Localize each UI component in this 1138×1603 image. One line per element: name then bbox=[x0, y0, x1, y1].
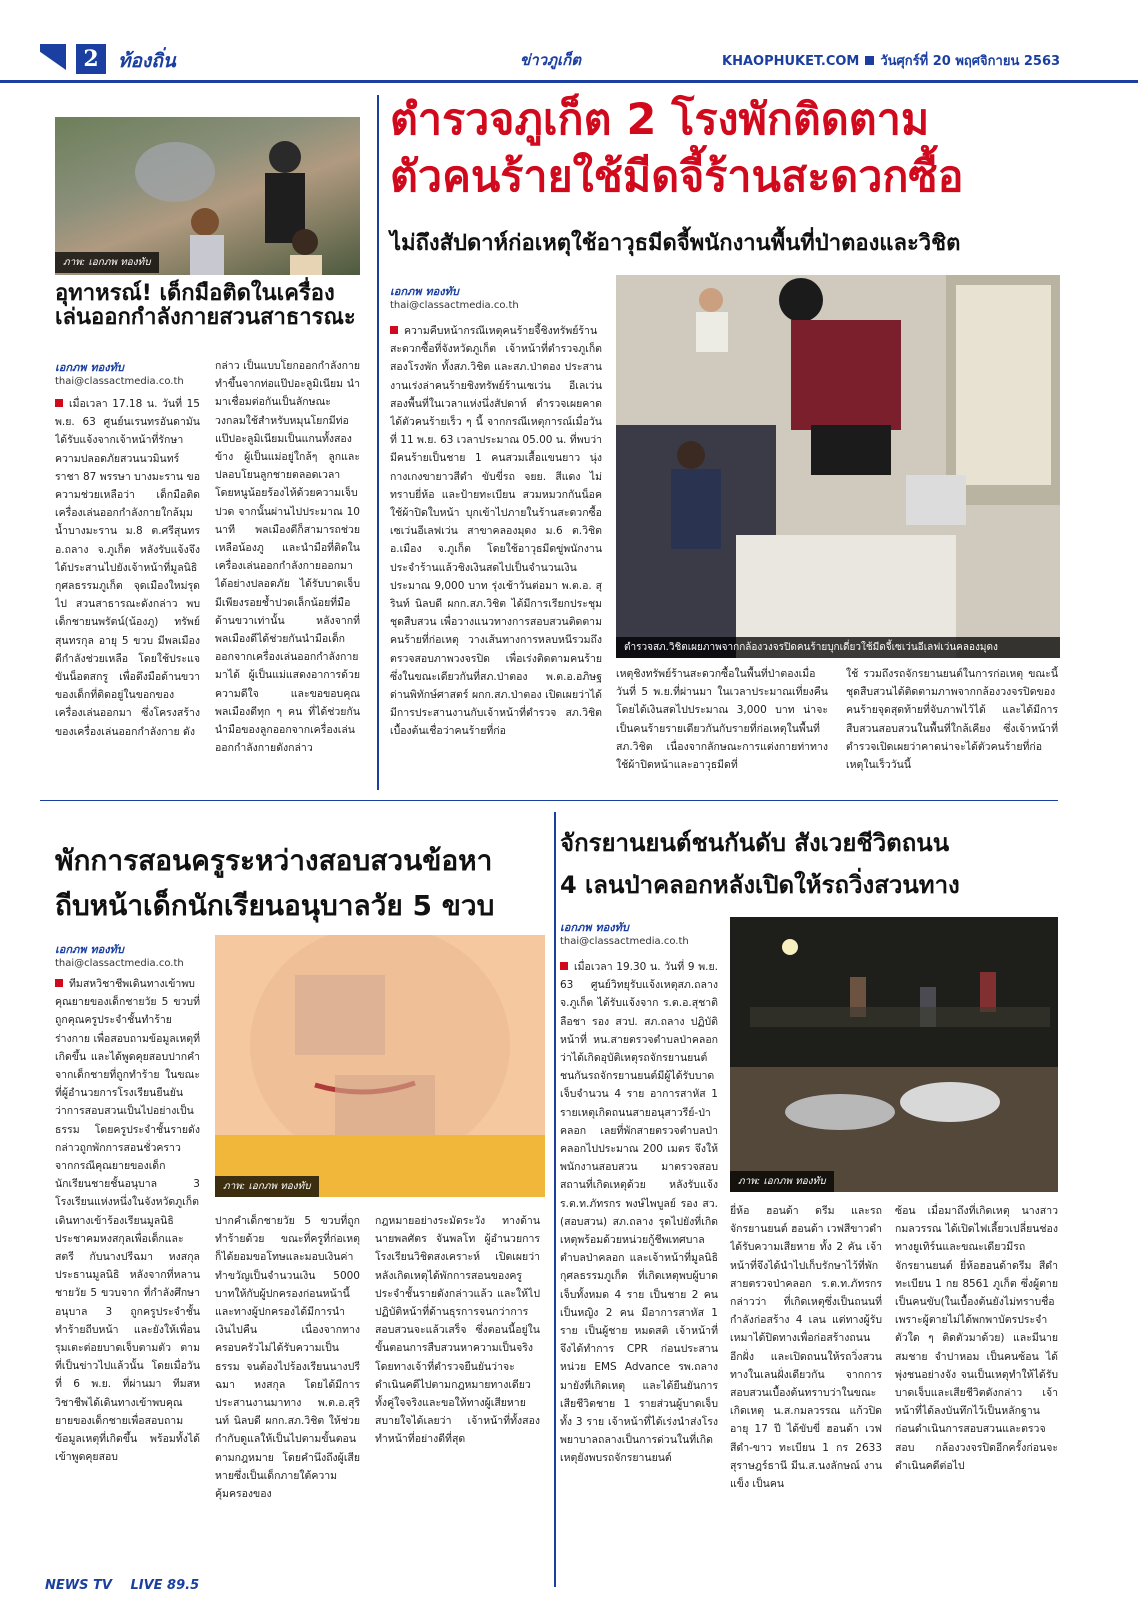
bullet-icon bbox=[55, 399, 63, 407]
headline-line-1: พักการสอนครูระหว่างสอบสวนข้อหา bbox=[55, 844, 493, 877]
story-left-headline bbox=[55, 282, 365, 330]
square-icon bbox=[865, 56, 874, 65]
headline-line-2: ตัวคนร้ายใช้มีดจี้ร้านสะดวกซื้อ bbox=[390, 152, 964, 202]
live-radio-logo: LIVE 89.5 bbox=[130, 1578, 200, 1593]
story-text: เมื่อเวลา 17.18 น. วันที่ 15 พ.ย. 63 ศูนย์นเรนทรอันดามันได้รับแจ้งจากเจ้าหน้าที่รักษาความปลอดภัยสวนนวมินทร์ราชา 87 พรรษา บางมะราน ขอความช่วยเหลือว่า เด็กมือติดเครื่องเล่นออกกำลังกายใกล้มุมน้ำบางมะราน ม.8 ต.ศรีสุนทร อ.ถลาง จ.ภูเก็ต หลังรับแจ้งจึงได้ประสานไปยังเจ้าหน้าที่มูลนิธิกุศลธรรมภูเก็ต จุดเมืองใหม่รุดไป สวนสาธารณะดังกล่าว พบเด็กชายนพรัตน์(น้องภู) ทรัพย์สุนทรกุล อายุ 5 ขวบ มีพลเมืองดีกำลังช่วยเหลือ โดยใช้ประแจ ขันน็อตสกรู เพื่อดึงมือด้านขวาของเด็กที่ติดอยู่ในขอกของเครื่องเล่นออกมา ซึ่งโครงสร้างของเครื่องเล่นออกกำลังกาย ดัง bbox=[55, 398, 200, 738]
bottom-left-headline bbox=[55, 838, 545, 928]
bottom-left-col-1 bbox=[55, 975, 200, 1585]
main-col-3: ใช้ รวมถึงรถจักรยานยนต์ในการก่อเหตุ ขณะนี้ชุดสืบสวนได้ติดตามภาพจากกล้องวงจรปิดของคนร้ายจุดสุดท้ายที่จับภาพไว้ได้ และได้มีการสืบสวนสอบสวนในพื้นที่ใกล้เคียง ซึ่งเจ้าหน้าที่ตำรวจเปิดเผยว่าคาดน่าจะได้ตัวคนร้ายที่ก่อเหตุในเร็ววันนี้ bbox=[846, 668, 1058, 772]
headline-line-2: เล่นออกกำลังกายสวนสาธารณะ bbox=[55, 305, 356, 331]
section-rule bbox=[40, 800, 1058, 801]
column-rule bbox=[554, 812, 556, 1587]
main-col-2: เหตุชิงทรัพย์ร้านสะดวกซื้อในพื้นที่ป่าตองเมื่อวันที่ 5 พ.ย.ที่ผ่านมา ในเวลาประมาณเที่ยงคืน โดยได้เงินสดไปประมาณ 3,000 บาท น่าจะเป็นคนร้ายรายเดียวกันกับรายที่ก่อเหตุในพื้นที่สภ.วิชิต เนื่องจากลักษณะการแต่งกายท่าทางใช้ผ้าปิดหน้าและอาวุธมีดที่ bbox=[616, 668, 828, 772]
story-text: เมื่อเวลา 19.30 น. วันที่ 9 พ.ย. 63 ศูนย์วิทยุรับแจ้งเหตุสภ.ถลาง จ.ภูเก็ต ได้รับแจ้งจาก ร.ต.อ.สุชาติ ลือชา รอง สวป. สภ.ถลาง ปฏิบัติหน้าที่ หน.สายตรวจตำบลป่าคลอก ว่าได้เกิดอุบัติเหตุรถจักรยานยนต์ชนกันรถจักรยานยนต์มีผู้ได้รับบาดเจ็บจำนวน 4 ราย อาการสาหัส 1 รายเหตุเกิดถนนสายอนุสาวรีย์-ป่าคลอก เลยที่พักสายตรวจตำบลป่าคลอกไปประมาณ 200 เมตร จึงให้พนักงานสอบสวน มาตรวจสอบสถานที่เกิดเหตุด้วย หลังรับแจ้ง ร.ต.ท.ภัทรกร พงษ์ไพบูลย์ รอง สว.(สอบสวน) สภ.ถลาง รุดไปยังที่เกิดเหตุพร้อมด้วยหน่วยกู้ชีพเทศบาลตำบลป่าคลอก และเจ้าหน้าที่มูลนิธิกุศลธรรมภูเก็ต ที่เกิดเหตุพบผู้บาดเจ็บทั้งหมด 4 ราย เป็นชาย 2 คน เป็นหญิง 2 คน มีอาการสาหัส 1 ราย เป็นผู้ชาย หมดสติ เจ้าหน้าที่ จึงได้ทำการ CPR ก่อนประสานหน่วย EMS Advance รพ.ถลาง มายังที่เกิดเหตุ และได้ยืนยันการเสียชีวิตชาย 1 รายส่วนผู้บาดเจ็บทั้ง 3 ราย เจ้าหน้าที่ได้เร่งนำส่งโรงพยาบาลถลางเป็นการด่วนในที่เกิดเหตุยังพบรถจักรยานยนต์ bbox=[560, 961, 718, 1465]
cctv-scene-icon bbox=[616, 275, 1060, 658]
photo-caption: ภาพ: เอกภพ ทองทับ bbox=[55, 252, 159, 273]
footer-logos bbox=[45, 1578, 199, 1593]
story-text: ทีมสหวิชาชีพเดินทางเข้าพบคุณยายของเด็กชายวัย 5 ขวบที่ถูกคุณครูประจำชั้นทำร้ายร่างกาย เพื่อสอบถามข้อมูลเหตุที่เกิดขึ้น และได้พูดคุยสอบปากคำจากเด็กชายที่ถูกทำร้าย ในขณะที่ผู้อำนวยการโรงเรียนยืนยันว่าการสอบสวนเป็นไปอย่างเป็นธรรม โดยครูประจำชั้นรายดังกล่าวถูกพักการสอนชั่วคราว จากกรณีคุณยายของเด็กนักเรียนชายชั้นอนุบาล 3 โรงเรียนแห่งหนึ่งในจังหวัดภูเก็ต เดินทางเข้าร้องเรียนมูลนิธิประชาคมหงสกุลเพื่อเด็กและสตรี กับนางปรีฉมา หงสกุล ประธานมูลนิธิ หลังจากที่หลานชายวัย 5 ขวบจาก ที่กำลังศึกษาอนุบาล 3 ถูกครูประจำชั้นทำร้ายถีบหน้า และยังให้เพื่อนรุมเตะต่อยบาดเจ็บตามตัว ตามที่เป็นข่าวไปแล้วนั้น โดยเมื่อวันที่ 6 พ.ย. ที่ผ่านมา ทีมสหวิชาชีพได้เดินทางเข้าพบคุณยายของเด็กชายเพื่อสอบถามข้อมูลเหตุที่เกิดขึ้น พร้อมทั้งได้เข้าพูดคุยสอบ bbox=[55, 978, 200, 1464]
byline-name: เอกภพ ทองทับ bbox=[390, 285, 459, 298]
bottom-right-col-3: ซ้อน เมื่อมาถึงที่เกิดเหตุ นางสาวกมลวรรณ ได้เปิดไฟเลี้ยวเปลี่ยนช่องทางยูเทิร์นและขณะเดียวมีรถจักรยานยนต์ ยี่ห้อฮอนด้าดรีม สีดำ ทะเบียน 1 กย 8561 ภูเก็ต ซึ่งผู้ตายเป็นคนขับ(ในเบื้องต้นยังไม่ทราบชื่อ เพราะผู้ตายไม่ได้พกพาบัตรประจำตัวใด ๆ ติดตัวมาด้วย) และมีนายสมชาย จำปาหอม เป็นคนซ้อน ได้พุ่งชนอย่างจัง จนเป็นเหตุทำให้ได้รับบาดเจ็บและเสียชีวิตดังกล่าว เจ้าหน้าที่ได้ลงบันทึกไว้เป็นหลักฐาน ก่อนดำเนินการสอบสวนและตรวจสอบ กล้องวงจรปิดอีกครั้งก่อนจะดำเนินคดีต่อไป bbox=[895, 1205, 1058, 1472]
main-cctv-photo bbox=[616, 275, 1060, 658]
photo-caption: ภาพ: เอกภพ ทองทับ bbox=[730, 1171, 834, 1192]
bottom-left-byline bbox=[55, 940, 184, 969]
bullet-icon bbox=[55, 979, 63, 987]
accident-scene-icon bbox=[730, 917, 1058, 1192]
main-col-1 bbox=[390, 322, 602, 787]
byline-email[interactable]: thai@classactmedia.co.th bbox=[560, 936, 689, 947]
bullet-icon bbox=[390, 326, 398, 334]
bottom-left-col-3: กฎหมายอย่างระมัดระวัง ทางด้าน นายพลศัตร จันพลโท ผู้อำนวยการโรงเรียนวิชิตสงเคราะห์ เปิดเผยว่า หลังเกิดเหตุได้พักการสอนของครูประจำชั้นรายดังกล่าวแล้ว และให้ไปปฏิบัติหน้าที่ด้านธุรการจนกว่าการสอบสวนจะแล้วเสร็จ ซึ่งตอนนี้อยู่ในขั้นตอนการสืบสวนหาความเป็นจริง โดยทางเจ้าที่ตำรวจยืนยันว่าจะดำเนินคดีไปตามกฎหมายทางเดียวทั้งคู่ใจจริงและขอให้ทางผู้เสียหายสบายใจได้เลยว่า เจ้าหน้าที่ทั้งสองทำหน้าที่อย่างดีที่สุด bbox=[375, 1215, 540, 1446]
headline-line-1: จักรยานยนต์ชนกันดับ สังเวยชีวิตถนน bbox=[560, 829, 950, 857]
byline-name: เอกภพ ทองทับ bbox=[55, 361, 124, 374]
story-text: ความคืบหน้ากรณีเหตุคนร้ายจี้ชิงทรัพย์ร้านสะดวกซื้อที่จังหวัดภูเก็ต เจ้าหน้าที่ตำรวจภูเก็ตสองโรงพัก ทั้งสภ.วิชิต และสภ.ป่าตอง ประสานงานเร่งล่าคนร้ายชิงทรัพย์ร้านเซเว่น อีเลเว่นสองพื้นที่ในเวลาแห่งนึ่งสัปดาห์ ตำรวจเผยคาดได้ตัวคนร้ายเร็ว ๆ นี้ จากกรณีเหตุการณ์เมื่อวันที่ 11 พ.ย. 63 เวลาประมาณ 05.00 น. ที่พบว่ามีคนร้ายเป็นชาย 1 คนสวมเสื้อแขนยาว นุ่งกางเกงขายาวสีดำ ขับขี่รถ จยย. สีแดง ไม่ทราบยี่ห้อ และป้ายทะเบียน สวมหมวกกันน็อค ใช้ผ้าปิดใบหน้า บุกเข้าไปภายในร้านสะดวกซื้อเซเว่นอีเลฟเว่น สาขาคลองมุดง ม.6 ต.วิชิต อ.เมือง จ.ภูเก็ต โดยใช้อาวุธมีดขู่พนักงานประจำร้านแล้วชิงเงินสดไปเป็นจำนวนเงินประมาณ 9,000 บาท รุ่งเช้าวันต่อมา พ.ต.อ. สุรินท์ นิลบดี ผกก.สภ.วิชิต ได้มีการเรียกประชุมชุดสืบสวน เพื่อวางแนวทางการสอบสวนติดตามคนร้ายที่ก่อเหตุ วางเส้นทางการหลบหนีรวมถึงตรวจสอบภาพวงจรปิด เพื่อเร่งติดตามคนร้าย ซึ่งในขณะเดียวกันที่สภ.ป่าตอง พ.ต.อ.อภิษฐ ด่านพิทักษ์ศาสตร์ ผกก.สภ.ป่าตอง เปิดเผยว่าได้มีการประสานงานกับเจ้าหน้าที่ตำรวจ สภ.วิชิต เบื้องต้นเชื่อว่าคนร้ายที่ก่อ bbox=[390, 325, 602, 738]
main-byline bbox=[390, 282, 519, 311]
photo-caption: ภาพ: เอกภพ ทองทับ bbox=[215, 1176, 319, 1197]
bottom-right-col-2: ยี่ห้อ ฮอนด้า ดรีม และรถจักรยานยนต์ ฮอนด้า เวฟสีขาวดำได้รับความเสียหาย ทั้ง 2 คัน เจ้าหน้าที่จึงได้นำไปเก็บรักษาไว้ที่พักสายตรวจป่าคลอก ร.ต.ท.ภัทรกร กล่าวว่า ที่เกิดเหตุซึ่งเป็นถนนที่กำลังก่อสร้าง 4 เลน แต่ทางผู้รับเหมาได้ปิดทางเพื่อก่อสร้างถนนอีกฝั่ง และเปิดถนนให้รถวิ่งสวนทางในเลนฝั่งเดียวกัน จากการสอบสวนเบื้องต้นทราบว่าในขณะเกิดเหตุ น.ส.กมลวรรณ แก้วปิด อายุ 17 ปี ได้ขับขี่ ฮอนด้า เวฟ สีดำ-ขาว ทะเบียน 1 กร 2633 สุราษฎร์ธานี มีน.ส.นงลักษณ์ งานแข็ง เป็นคน bbox=[730, 1205, 882, 1491]
headline-line-2: 4 เลนป่าคลอกหลังเปิดให้รถวิ่งสวนทาง bbox=[560, 871, 960, 899]
column-rule bbox=[377, 95, 379, 790]
accident-photo bbox=[730, 917, 1058, 1192]
site-date bbox=[722, 50, 1060, 71]
story-left-col-1 bbox=[55, 395, 200, 785]
byline-email[interactable]: thai@classactmedia.co.th bbox=[390, 300, 519, 311]
section-title: ท้องถิ่น bbox=[118, 50, 176, 72]
story-left-photo bbox=[55, 117, 360, 275]
byline-email[interactable]: thai@classactmedia.co.th bbox=[55, 376, 184, 387]
bottom-right-col-1 bbox=[560, 958, 718, 1588]
main-headline bbox=[390, 92, 1090, 206]
news-tv-logo: NEWS TV bbox=[45, 1578, 112, 1593]
byline-email[interactable]: thai@classactmedia.co.th bbox=[55, 958, 184, 969]
headline-line-1: ตำรวจภูเก็ต 2 โรงพักติดตาม bbox=[390, 95, 930, 145]
page-number: 2 bbox=[76, 44, 106, 74]
bullet-icon bbox=[560, 962, 568, 970]
main-subhead: ไม่ถึงสัปดาห์ก่อเหตุใช้อาวุธมีดจี้พนักงานพื้นที่ป่าตองและวิชิต bbox=[390, 231, 961, 256]
headline-line-1: อุทาหรณ์! เด็กมือติดในเครื่อง bbox=[55, 281, 335, 306]
story-left-byline bbox=[55, 358, 184, 387]
injured-child-photo bbox=[215, 935, 545, 1197]
photo-caption: ตำรวจสภ.วิชิตเผยภาพจากกล้องวงจรปิดคนร้ายบุกเดี่ยวใช้มีดจี้เซเว่นอีเลฟเว่นคลองมุดง bbox=[616, 637, 1060, 658]
bottom-right-byline bbox=[560, 918, 689, 947]
byline-name: เอกภพ ทองทับ bbox=[55, 943, 124, 956]
newspaper-logo: ข่าวภูเก็ต bbox=[520, 51, 581, 69]
bottom-left-col-2: ปากคำเด็กชายวัย 5 ขวบที่ถูกทำร้ายด้วย ขณะที่ครูที่ก่อเหตุก็ได้ยอมขอโทษและมอบเงินค่าทำขวัญเป็นจำนวนเงิน 5000 บาทให้กับผู้ปกครองก่อนหน้านี้ และทางผู้ปกครองได้มีการนำเงินไปคืน เนื่องจากทางครอบครัวไม่ได้รับความเป็นธรรม จนต้องไปร้องเรียนนางปรีฉมา หงสกุล โดยได้มีการประสานงานมาทาง พ.ต.อ.สุรินท์ นิลบดี ผกก.สภ.วิชิต ให้ช่วยกำกับดูแลให้เป็นไปตามขั้นตอนตามกฎหมาย โดยคำนึงถึงผู้เสียหายซึ่งเป็นเด็กภายใต้ความคุ้มครองของ bbox=[215, 1215, 360, 1501]
byline-name: เอกภพ ทองทับ bbox=[560, 921, 629, 934]
child-face-icon bbox=[215, 935, 545, 1197]
issue-date: วันศุกร์ที่ 20 พฤศจิกายน 2563 bbox=[880, 54, 1061, 69]
site-url[interactable]: KHAOPHUKET.COM bbox=[722, 54, 860, 69]
bottom-right-headline bbox=[560, 822, 1060, 906]
headline-line-2: ถีบหน้าเด็กนักเรียนอนุบาลวัย 5 ขวบ bbox=[55, 889, 495, 922]
story-left-col-2: กล่าว เป็นแบบโยกออกกำลังกายทำขึ้นจากท่อแป๊ปอะลูมิเนียม นำมาเชื่อมต่อกันเป็นลักษณะวงกลมใช้สำหรับหมุนโยกมีท่อแป๊ปอะลูมิเนียมเป็นแกนทั้งสองข้าง ผู้เป็นแม่อยู่ใกล้ๆ ลูกและปลอบโยนลูกชายตลอดเวลา โดยหนูน้อยร้องไห้ด้วยความเจ็บปวด จากนั้นผ่านไปประมาณ 10 นาที พลเมืองดีก็สามารถช่วยเหลือน้องภู และนำมือที่ติดในเครื่องเล่นออกกำลังกายออกมาได้อย่างปลอดภัย ได้รับบาดเจ็บมีเพียงรอยช้ำปวดเล็กน้อยที่มือด้านขวาเท่านั้น หลังจากที่พลเมืองดีได้ช่วยกันนำมือเด็กออกจากเครื่องเล่นออกกำลังกายมาได้ ผู้เป็นแม่แสดงอาการด้วยความดีใจ และขอขอบคุณพลเมืองดีทุก ๆ คน ที่ได้ช่วยกันนำมือของลูกออกจากเครื่องเล่นออกกำลังกายดังกล่าว bbox=[215, 360, 360, 755]
